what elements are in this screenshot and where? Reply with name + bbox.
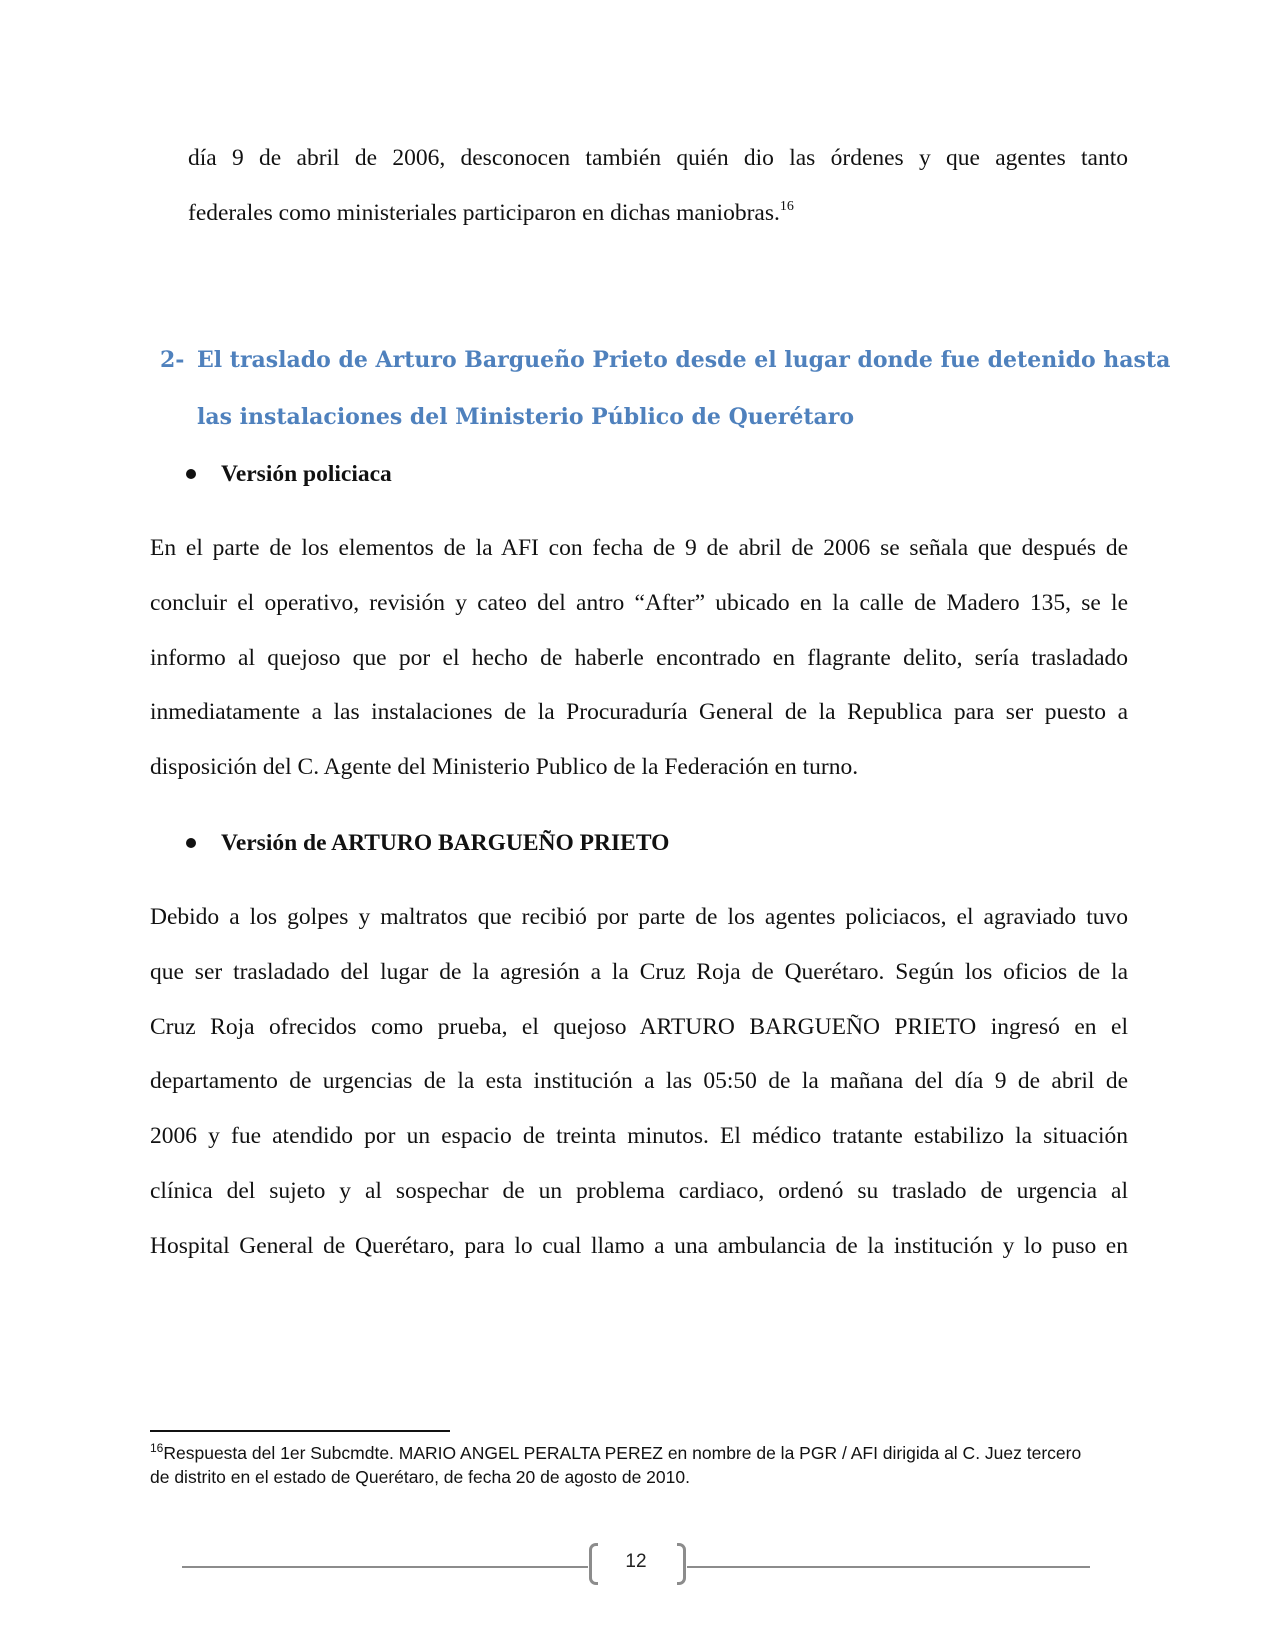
victim-line-5: 2006 y fue atendido por un espacio de treinta minutos. El médico tratante estabilizo la situación: [150, 1123, 1128, 1149]
intro-line-1: día 9 de abril de 2006, desconocen también quién dio las órdenes y que agentes tanto: [188, 145, 1128, 171]
page-number: 12: [625, 1551, 647, 1572]
victim-line-2: que ser trasladado del lugar de la agresión a la Cruz Roja de Querétaro. Según los oficios de la: [150, 959, 1128, 985]
bullet-victim-version: [186, 828, 669, 858]
section-title-line-1: El traslado de Arturo Bargueño Prieto desde el lugar donde fue detenido hasta: [197, 347, 1171, 373]
bullet-icon: [186, 838, 196, 848]
police-line-4: inmediatamente a las instalaciones de la Procuraduría General de la Republica para ser puesto a: [150, 699, 1128, 725]
footnote-number: 16: [150, 1441, 164, 1455]
footnote-line-1: $^{16}$Respuesta del 1er Subcmdte. MARIO ANGEL PERALTA PEREZ en nombre de la PGR / AFI dirigida al C. Juez tercero: [150, 1441, 1082, 1463]
victim-version-heading: Versión de ARTURO BARGUEÑO PRIETO: [221, 830, 670, 856]
police-line-5: disposición del C. Agente del Ministerio Publico de la Federación en turno.: [150, 754, 859, 780]
footer-rule-left: [182, 1566, 588, 1568]
police-line-1: En el parte de los elementos de la AFI con fecha de 9 de abril de 2006 se señala que después de: [150, 535, 1128, 561]
victim-line-4: departamento de urgencias de la esta institución a las 05:50 de la mañana del día 9 de abril de: [150, 1068, 1128, 1094]
victim-line-7: Hospital General de Querétaro, para lo cual llamo a una ambulancia de la institución y lo puso en: [150, 1233, 1128, 1259]
section-title-line-2: las instalaciones del Ministerio Público de Querétaro: [197, 404, 855, 430]
footnote-separator: [150, 1430, 450, 1432]
victim-line-3: Cruz Roja ofrecidos como prueba, el quejoso ARTURO BARGUEÑO PRIETO ingresó en el: [150, 1014, 1128, 1040]
intro-line-2: federales como ministeriales participaron en dichas maniobras.$^{16}$: [188, 199, 794, 226]
footer-rule-right: [687, 1566, 1090, 1568]
footnote-reference: 16: [779, 199, 794, 214]
victim-line-6: clínica del sujeto y al sospechar de un problema cardiaco, ordenó su traslado de urgencia al: [150, 1178, 1128, 1204]
right-bracket-icon: [677, 1543, 686, 1585]
police-line-2: concluir el operativo, revisión y cateo del antro “After” ubicado en la calle de Madero 135, se le: [150, 590, 1128, 616]
victim-line-1: Debido a los golpes y maltratos que recibió por parte de los agentes policiacos, el agraviado tuvo: [150, 904, 1128, 930]
footnote-line-2: de distrito en el estado de Querétaro, de fecha 20 de agosto de 2010.: [150, 1467, 690, 1487]
police-version-heading: Versión policiaca: [221, 461, 392, 487]
left-bracket-icon: [589, 1543, 598, 1585]
police-line-3: informo al quejoso que por el hecho de haberle encontrado en flagrante delito, sería trasladado: [150, 645, 1128, 671]
bullet-police-version: [186, 459, 392, 489]
section-number: 2-: [160, 347, 185, 373]
bullet-icon: [186, 469, 196, 479]
